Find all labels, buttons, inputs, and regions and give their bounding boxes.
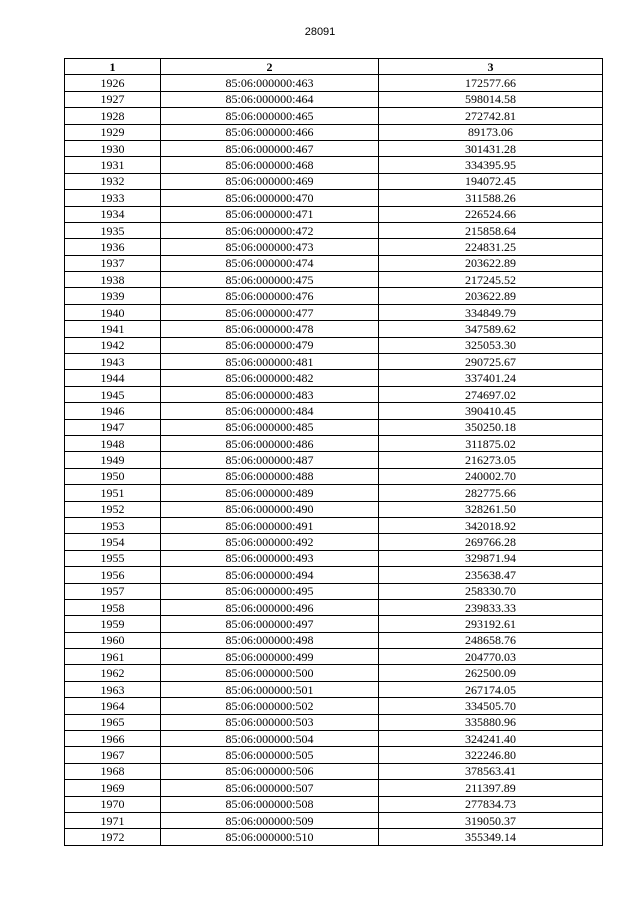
row-number-cell: 1927 — [65, 91, 161, 107]
value-cell: 311588.26 — [379, 190, 603, 206]
row-number-cell: 1971 — [65, 812, 161, 828]
row-number-cell: 1926 — [65, 75, 161, 91]
value-cell: 290725.67 — [379, 354, 603, 370]
cadastral-number-cell: 85:06:000000:499 — [161, 649, 379, 665]
table-row — [65, 567, 603, 583]
value-cell: 269766.28 — [379, 534, 603, 550]
table-row — [65, 468, 603, 484]
table-row — [65, 829, 603, 845]
cadastral-number-cell: 85:06:000000:502 — [161, 698, 379, 714]
table-row — [65, 91, 603, 107]
value-cell: 274697.02 — [379, 386, 603, 402]
table-row — [65, 173, 603, 189]
value-cell: 342018.92 — [379, 517, 603, 533]
cadastral-number-cell: 85:06:000000:476 — [161, 288, 379, 304]
value-cell: 248658.76 — [379, 632, 603, 648]
table-row — [65, 157, 603, 173]
table-row — [65, 321, 603, 337]
cadastral-number-cell: 85:06:000000:481 — [161, 354, 379, 370]
row-number-cell: 1964 — [65, 698, 161, 714]
row-number-cell: 1966 — [65, 731, 161, 747]
row-number-cell: 1942 — [65, 337, 161, 353]
row-number-cell: 1948 — [65, 435, 161, 451]
page-number: 28091 — [304, 26, 336, 38]
table-header — [65, 59, 603, 75]
cadastral-number-cell: 85:06:000000:490 — [161, 501, 379, 517]
row-number-cell: 1965 — [65, 714, 161, 730]
table-row — [65, 698, 603, 714]
value-cell: 194072.45 — [379, 173, 603, 189]
table-row — [65, 452, 603, 468]
row-number-cell: 1930 — [65, 140, 161, 156]
cadastral-number-cell: 85:06:000000:488 — [161, 468, 379, 484]
row-number-cell: 1959 — [65, 616, 161, 632]
cadastral-number-cell: 85:06:000000:474 — [161, 255, 379, 271]
value-cell: 224831.25 — [379, 239, 603, 255]
row-number-cell: 1951 — [65, 485, 161, 501]
row-number-cell: 1949 — [65, 452, 161, 468]
cadastral-number-cell: 85:06:000000:494 — [161, 567, 379, 583]
row-number-cell: 1967 — [65, 747, 161, 763]
table-row — [65, 681, 603, 697]
row-number-cell: 1962 — [65, 665, 161, 681]
value-cell: 334505.70 — [379, 698, 603, 714]
cadastral-number-cell: 85:06:000000:508 — [161, 796, 379, 812]
row-number-cell: 1929 — [65, 124, 161, 140]
table-row — [65, 272, 603, 288]
value-cell: 267174.05 — [379, 681, 603, 697]
table-row — [65, 796, 603, 812]
value-cell: 378563.41 — [379, 763, 603, 779]
value-cell: 347589.62 — [379, 321, 603, 337]
value-cell: 216273.05 — [379, 452, 603, 468]
cadastral-number-cell: 85:06:000000:492 — [161, 534, 379, 550]
cadastral-number-cell: 85:06:000000:463 — [161, 75, 379, 91]
value-cell: 272742.81 — [379, 108, 603, 124]
column-header-3: 3 — [379, 59, 603, 75]
table-row — [65, 485, 603, 501]
cadastral-number-cell: 85:06:000000:500 — [161, 665, 379, 681]
value-cell: 322246.80 — [379, 747, 603, 763]
row-number-cell: 1935 — [65, 222, 161, 238]
value-cell: 204770.03 — [379, 649, 603, 665]
cadastral-number-cell: 85:06:000000:506 — [161, 763, 379, 779]
cadastral-number-cell: 85:06:000000:504 — [161, 731, 379, 747]
row-number-cell: 1933 — [65, 190, 161, 206]
table-row — [65, 780, 603, 796]
table-row — [65, 665, 603, 681]
cadastral-number-cell: 85:06:000000:473 — [161, 239, 379, 255]
table-row — [65, 731, 603, 747]
value-cell: 598014.58 — [379, 91, 603, 107]
row-number-cell: 1968 — [65, 763, 161, 779]
table-row — [65, 517, 603, 533]
cadastral-number-cell: 85:06:000000:491 — [161, 517, 379, 533]
table-row — [65, 255, 603, 271]
value-cell: 172577.66 — [379, 75, 603, 91]
value-cell: 329871.94 — [379, 550, 603, 566]
table-row — [65, 763, 603, 779]
value-cell: 337401.24 — [379, 370, 603, 386]
cadastral-number-cell: 85:06:000000:510 — [161, 829, 379, 845]
cadastral-number-cell: 85:06:000000:477 — [161, 304, 379, 320]
value-cell: 282775.66 — [379, 485, 603, 501]
value-cell: 258330.70 — [379, 583, 603, 599]
cadastral-number-cell: 85:06:000000:475 — [161, 272, 379, 288]
row-number-cell: 1955 — [65, 550, 161, 566]
table-row — [65, 583, 603, 599]
cadastral-number-cell: 85:06:000000:507 — [161, 780, 379, 796]
value-cell: 203622.89 — [379, 288, 603, 304]
cadastral-number-cell: 85:06:000000:489 — [161, 485, 379, 501]
table-row — [65, 222, 603, 238]
row-number-cell: 1928 — [65, 108, 161, 124]
table-row — [65, 140, 603, 156]
value-cell: 239833.33 — [379, 599, 603, 615]
cadastral-number-cell: 85:06:000000:471 — [161, 206, 379, 222]
row-number-cell: 1954 — [65, 534, 161, 550]
value-cell: 311875.02 — [379, 435, 603, 451]
value-cell: 355349.14 — [379, 829, 603, 845]
row-number-cell: 1958 — [65, 599, 161, 615]
cadastral-number-cell: 85:06:000000:493 — [161, 550, 379, 566]
row-number-cell: 1963 — [65, 681, 161, 697]
cadastral-number-cell: 85:06:000000:479 — [161, 337, 379, 353]
row-number-cell: 1970 — [65, 796, 161, 812]
row-number-cell: 1938 — [65, 272, 161, 288]
table-row — [65, 75, 603, 91]
column-header-2: 2 — [161, 59, 379, 75]
cadastral-number-cell: 85:06:000000:468 — [161, 157, 379, 173]
cadastral-number-cell: 85:06:000000:503 — [161, 714, 379, 730]
table-row — [65, 419, 603, 435]
value-cell: 240002.70 — [379, 468, 603, 484]
cadastral-number-cell: 85:06:000000:470 — [161, 190, 379, 206]
cadastral-number-cell: 85:06:000000:501 — [161, 681, 379, 697]
row-number-cell: 1957 — [65, 583, 161, 599]
value-cell: 325053.30 — [379, 337, 603, 353]
value-cell: 301431.28 — [379, 140, 603, 156]
table-row — [65, 206, 603, 222]
table-row — [65, 747, 603, 763]
table-row — [65, 632, 603, 648]
cadastral-number-cell: 85:06:000000:497 — [161, 616, 379, 632]
table-row — [65, 386, 603, 402]
row-number-cell: 1945 — [65, 386, 161, 402]
value-cell: 335880.96 — [379, 714, 603, 730]
table-row — [65, 354, 603, 370]
row-number-cell: 1947 — [65, 419, 161, 435]
cadastral-number-cell: 85:06:000000:482 — [161, 370, 379, 386]
table-row — [65, 370, 603, 386]
row-number-cell: 1936 — [65, 239, 161, 255]
value-cell: 324241.40 — [379, 731, 603, 747]
value-cell: 215858.64 — [379, 222, 603, 238]
cadastral-number-cell: 85:06:000000:498 — [161, 632, 379, 648]
row-number-cell: 1943 — [65, 354, 161, 370]
cadastral-number-cell: 85:06:000000:466 — [161, 124, 379, 140]
row-number-cell: 1950 — [65, 468, 161, 484]
cadastral-number-cell: 85:06:000000:464 — [161, 91, 379, 107]
table-row — [65, 239, 603, 255]
cadastral-table — [64, 58, 603, 846]
table-row — [65, 501, 603, 517]
cadastral-number-cell: 85:06:000000:469 — [161, 173, 379, 189]
cadastral-number-cell: 85:06:000000:496 — [161, 599, 379, 615]
cadastral-number-cell: 85:06:000000:509 — [161, 812, 379, 828]
table-row — [65, 108, 603, 124]
cadastral-number-cell: 85:06:000000:465 — [161, 108, 379, 124]
cadastral-number-cell: 85:06:000000:487 — [161, 452, 379, 468]
cadastral-number-cell: 85:06:000000:505 — [161, 747, 379, 763]
table-row — [65, 812, 603, 828]
column-header-1: 1 — [65, 59, 161, 75]
row-number-cell: 1953 — [65, 517, 161, 533]
table-row — [65, 304, 603, 320]
cadastral-number-cell: 85:06:000000:484 — [161, 403, 379, 419]
value-cell: 217245.52 — [379, 272, 603, 288]
table-row — [65, 190, 603, 206]
row-number-cell: 1961 — [65, 649, 161, 665]
row-number-cell: 1969 — [65, 780, 161, 796]
value-cell: 293192.61 — [379, 616, 603, 632]
row-number-cell: 1960 — [65, 632, 161, 648]
table-row — [65, 714, 603, 730]
value-cell: 334849.79 — [379, 304, 603, 320]
row-number-cell: 1931 — [65, 157, 161, 173]
value-cell: 277834.73 — [379, 796, 603, 812]
row-number-cell: 1956 — [65, 567, 161, 583]
cadastral-number-cell: 85:06:000000:495 — [161, 583, 379, 599]
cadastral-number-cell: 85:06:000000:472 — [161, 222, 379, 238]
table-body — [65, 75, 603, 845]
table-row — [65, 435, 603, 451]
row-number-cell: 1939 — [65, 288, 161, 304]
table-row — [65, 550, 603, 566]
value-cell: 89173.06 — [379, 124, 603, 140]
row-number-cell: 1972 — [65, 829, 161, 845]
table-row — [65, 403, 603, 419]
table-row — [65, 616, 603, 632]
value-cell: 319050.37 — [379, 812, 603, 828]
row-number-cell: 1932 — [65, 173, 161, 189]
value-cell: 328261.50 — [379, 501, 603, 517]
value-cell: 226524.66 — [379, 206, 603, 222]
value-cell: 262500.09 — [379, 665, 603, 681]
cadastral-number-cell: 85:06:000000:485 — [161, 419, 379, 435]
value-cell: 211397.89 — [379, 780, 603, 796]
value-cell: 235638.47 — [379, 567, 603, 583]
row-number-cell: 1934 — [65, 206, 161, 222]
cadastral-number-cell: 85:06:000000:483 — [161, 386, 379, 402]
header-row — [65, 59, 603, 75]
value-cell: 334395.95 — [379, 157, 603, 173]
table-row — [65, 337, 603, 353]
row-number-cell: 1937 — [65, 255, 161, 271]
row-number-cell: 1940 — [65, 304, 161, 320]
table-row — [65, 288, 603, 304]
cadastral-number-cell: 85:06:000000:467 — [161, 140, 379, 156]
table-row — [65, 599, 603, 615]
value-cell: 203622.89 — [379, 255, 603, 271]
value-cell: 390410.45 — [379, 403, 603, 419]
row-number-cell: 1944 — [65, 370, 161, 386]
table-row — [65, 124, 603, 140]
table-row — [65, 649, 603, 665]
row-number-cell: 1952 — [65, 501, 161, 517]
value-cell: 350250.18 — [379, 419, 603, 435]
row-number-cell: 1946 — [65, 403, 161, 419]
table-row — [65, 534, 603, 550]
cadastral-number-cell: 85:06:000000:478 — [161, 321, 379, 337]
row-number-cell: 1941 — [65, 321, 161, 337]
cadastral-number-cell: 85:06:000000:486 — [161, 435, 379, 451]
